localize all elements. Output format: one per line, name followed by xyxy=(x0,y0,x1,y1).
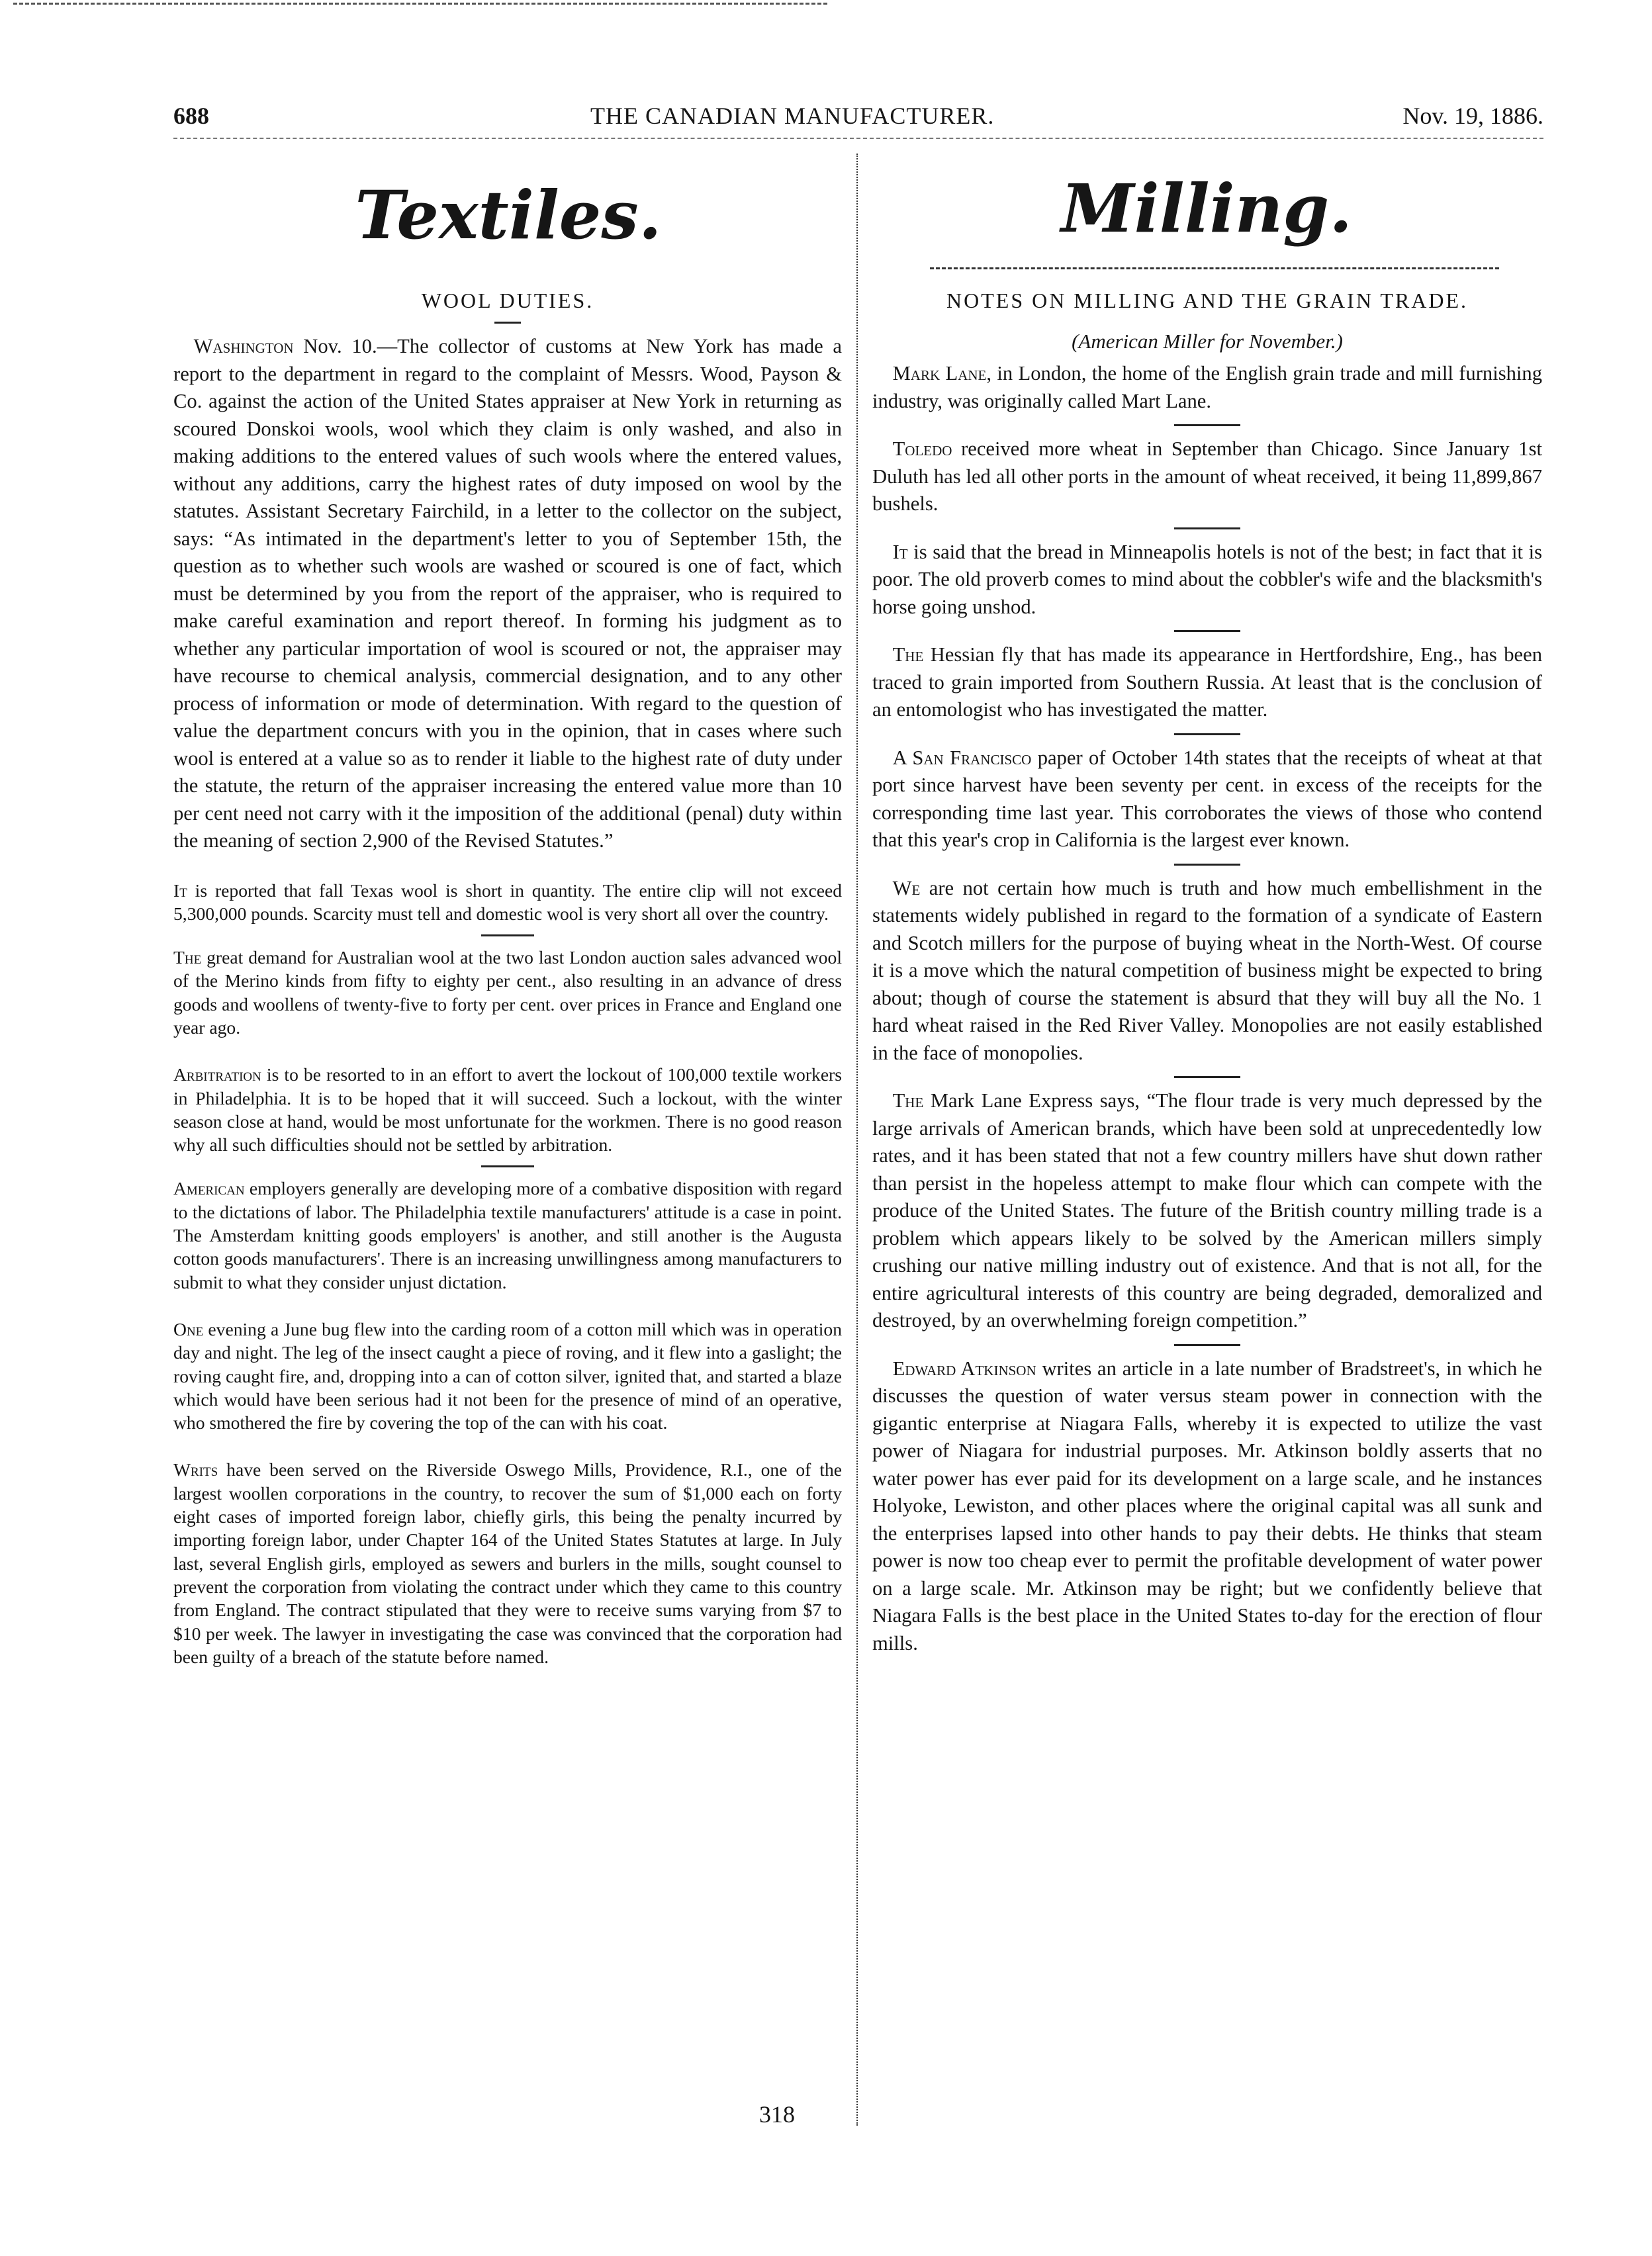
news-item xyxy=(173,1458,842,1668)
item-lead: We xyxy=(892,876,921,899)
item-lead: It xyxy=(173,880,187,901)
news-item xyxy=(173,879,842,926)
header-rule xyxy=(173,138,1543,139)
item-text: is to be resorted to in an effort to avert the lockout of 100,000 textile workers in Philadelphia. It is to be hoped that it will succeed. Such a lockout, with the winter season close at hand, would be most unfortunate for the workmen. There is no good reason why all such difficulties should not be settled by arbitration. xyxy=(173,1064,842,1155)
news-item xyxy=(872,875,1542,1067)
item-divider xyxy=(1174,1076,1240,1078)
item-text: great demand for Australian wool at the two last London auction sales advanced wool of the Merino kinds from fifty to eighty per cent., also resulting in an advance of dress goods and woollens of twenty-five to forty per cent. over prices in France and England one year ago. xyxy=(173,947,842,1038)
item-divider xyxy=(481,1165,534,1167)
item-text: are not certain how much is truth and how much embellishment in the statements widely published in regard to the formation of a syndicate of Eastern and Scotch millers for the purpose of buying wheat in the North-West. Of course it is a move which the natural competition of business might be expected to bring about; though of course the statement is absurd that they will buy all the No. 1 hard wheat raised in the Red River Valley. Monopolies are not easily established in the face of monopolies. xyxy=(872,876,1542,1064)
news-item xyxy=(173,1177,842,1293)
news-item xyxy=(872,1355,1542,1658)
item-lead: One xyxy=(173,1318,204,1339)
news-item xyxy=(173,946,842,1039)
column-divider xyxy=(856,154,858,2126)
article-paragraph xyxy=(173,333,842,855)
issue-date: Nov. 19, 1886. xyxy=(1402,103,1543,129)
paragraph-text: Nov. 10.—The collector of customs at New York has made a report to the department in regard to the complaint of Messrs. Wood, Payson & Co. against the action of the United States appraiser at New York in returning as scoured Donskoi wools, wool which they claim is only washed, and also in making additions to the entered values of such wools where the entered values, without any additions, carry the highest rates of duty imposed on wool by the statutes. Assistant Secretary Fairchild, in a letter to the collector on the subject, says: “As intimated in the department's letter to you of September 15th, the question as to whether such wools are washed or scoured is one of fact, which must be determined by you from the report of the appraiser, who is required to make careful examination and report thereof. In forming his judgment as to whether any particular importation of wool is scoured or not, the appraiser may have recourse to chemical analysis, commercial designation, and to any other process of information or mode of determination. With regard to the question of value the department concurs with you in the opinion, that in cases where such wool is entered at a value so as to render it liable to the highest rate of duty under the statute, the return of the appraiser increasing the entered value more than 10 per cent need not carry with it the imposition of the additional (penal) duty within the meaning of section 2,900 of the Revised Statutes.” xyxy=(173,335,842,852)
top-edge-rule xyxy=(13,3,827,8)
journal-title: THE CANADIAN MANUFACTURER. xyxy=(590,103,995,129)
item-lead: A San Francisco xyxy=(892,746,1032,769)
item-divider xyxy=(1174,527,1240,529)
section-heading-milling: Milling. xyxy=(1060,169,1353,248)
news-item xyxy=(872,360,1542,415)
item-text: is said that the bread in Minneapolis hotels is not of the best; in fact that it is poor. The old proverb comes to mind about the cobbler's wife and the blacksmith's horse going unshod. xyxy=(872,540,1542,618)
item-divider xyxy=(1174,864,1240,866)
item-text: , in London, the home of the English grain trade and mill furnishing industry, was originally called Mart Lane. xyxy=(872,362,1542,412)
running-head xyxy=(173,99,1543,139)
item-lead: Arbitration xyxy=(173,1064,261,1085)
item-lead: Edward Atkinson xyxy=(892,1357,1036,1380)
item-lead: The xyxy=(173,947,202,968)
item-text: employers generally are developing more of a combative disposition with regard to the dictations of labor. The Philadelphia textile manufacturers' attitude is a case in point. The Amsterdam knitting goods employers' is another, and still another is the Augusta cotton goods manufacturers'. There is an increasing unwillingness among manufacturers to submit to what they consider unjust dictation. xyxy=(173,1178,842,1292)
news-item xyxy=(173,1063,842,1156)
news-item xyxy=(872,435,1542,518)
item-text: Mark Lane Express says, “The flour trade is very much depressed by the large arrivals of American brands, which have been sold at unprecedentedly low rates, and it has been stated that not a few country millers have shut down rather than persist in the hopeless attempt to make flour which can compete with the produce of the United States. The future of the British country milling trade is a problem which appears likely to be solved by the American millers simply crushing our native milling industry out of existence. And that is not all, for the entire agricultural interests of this country are being degraded, demoralized and destroyed, by an overwhelming foreign competition.” xyxy=(872,1089,1542,1331)
page-folio: 318 xyxy=(759,2101,795,2128)
article-source: (American Miller for November.) xyxy=(1072,330,1343,353)
item-text: Hessian fly that has made its appearance in Hertfordshire, Eng., has been traced to grain imported from Southern Russia. At least that is the conclusion of an entomologist who has investigated the matter. xyxy=(872,643,1542,721)
right-column xyxy=(872,285,1542,1657)
news-item xyxy=(872,1087,1542,1335)
article-title-wool-duties: WOOL DUTIES. xyxy=(421,289,594,312)
milling-heading-rule xyxy=(930,267,1499,269)
item-lead: The xyxy=(892,643,924,666)
item-lead: Writs xyxy=(173,1459,218,1480)
item-lead: It xyxy=(892,540,908,563)
item-text: paper of October 14th states that the receipts of wheat at that port since harvest have been seventy per cent. in excess of the receipts for the corresponding time last year. This corroborates the views of those who contend that this year's crop in California is the largest ever known. xyxy=(872,746,1542,851)
item-lead: Mark Lane xyxy=(892,362,987,384)
item-divider xyxy=(1174,733,1240,735)
section-heading-textiles: Textiles. xyxy=(355,176,662,254)
item-text: evening a June bug flew into the carding room of a cotton mill which was in operation day and night. The leg of the insect caught a piece of roving, and it flew into a gaslight; the roving caught fire, and, dropping into a can of cotton silver, ignited that, and started a blaze which would have been serious had it not been for the presence of mind of an operative, who smothered the fire by covering the top of the can with his coat. xyxy=(173,1318,842,1433)
item-text: writes an article in a late number of Bradstreet's, in which he discusses the question of water versus steam power in connection with the gigantic enterprise at Niagara Falls, whereby it is expected to utilize the vast power of Niagara for industrial purposes. Mr. Atkinson boldly asserts that no water power has ever paid for its development on a large scale, and he instances Holyoke, Lewiston, and other places where the original capital was all sunk and the enterprises lapsed into other hands to pay their debts. He thinks that steam power is now too cheap ever to permit the profitable development of water power on a large scale. Mr. Atkinson may be right; but we confidently believe that Niagara Falls is the best place in the United States to-day for the erection of flour mills. xyxy=(872,1357,1542,1654)
item-divider xyxy=(481,934,534,936)
item-divider xyxy=(1174,1344,1240,1346)
item-divider xyxy=(1174,424,1240,426)
item-text: have been served on the Riverside Oswego Mills, Providence, R.I., one of the largest woollen corporations in the country, to recover the sum of $1,000 each on forty eight cases of imported foreign labor, chiefly girls, this being the penalty incurred by importing foreign labor, under Chapter 164 of the United States Statutes at large. In July last, several English girls, employed as sewers and burlers in the mills, sought counsel to prevent the corporation from violating the contract under which they came to this country from England. The contract stipulated that they were to receive sums varying from $7 to $10 per week. The lawyer in investigating the case was convinced that the corporation had been guilty of a breach of the statute before named. xyxy=(173,1459,842,1667)
item-lead: American xyxy=(173,1178,245,1199)
paragraph-lead: Washington xyxy=(193,335,294,357)
item-text: received more wheat in September than Chicago. Since January 1st Duluth has led all other ports in the amount of wheat received, it being 11,899,867 bushels. xyxy=(872,437,1542,515)
item-lead: Toledo xyxy=(892,437,952,460)
news-item xyxy=(872,744,1542,854)
item-lead: The xyxy=(892,1089,924,1112)
article-title-milling-notes: NOTES ON MILLING AND THE GRAIN TRADE. xyxy=(946,289,1468,312)
page-number: 688 xyxy=(173,103,209,129)
news-item xyxy=(872,641,1542,724)
title-divider xyxy=(494,322,521,324)
news-item xyxy=(173,1318,842,1434)
item-text: is reported that fall Texas wool is short in quantity. The entire clip will not exceed 5,300,000 pounds. Scarcity must tell and domestic wool is very short all over the country. xyxy=(173,880,842,924)
news-item xyxy=(872,539,1542,621)
left-column xyxy=(173,285,842,1668)
item-divider xyxy=(1174,630,1240,632)
